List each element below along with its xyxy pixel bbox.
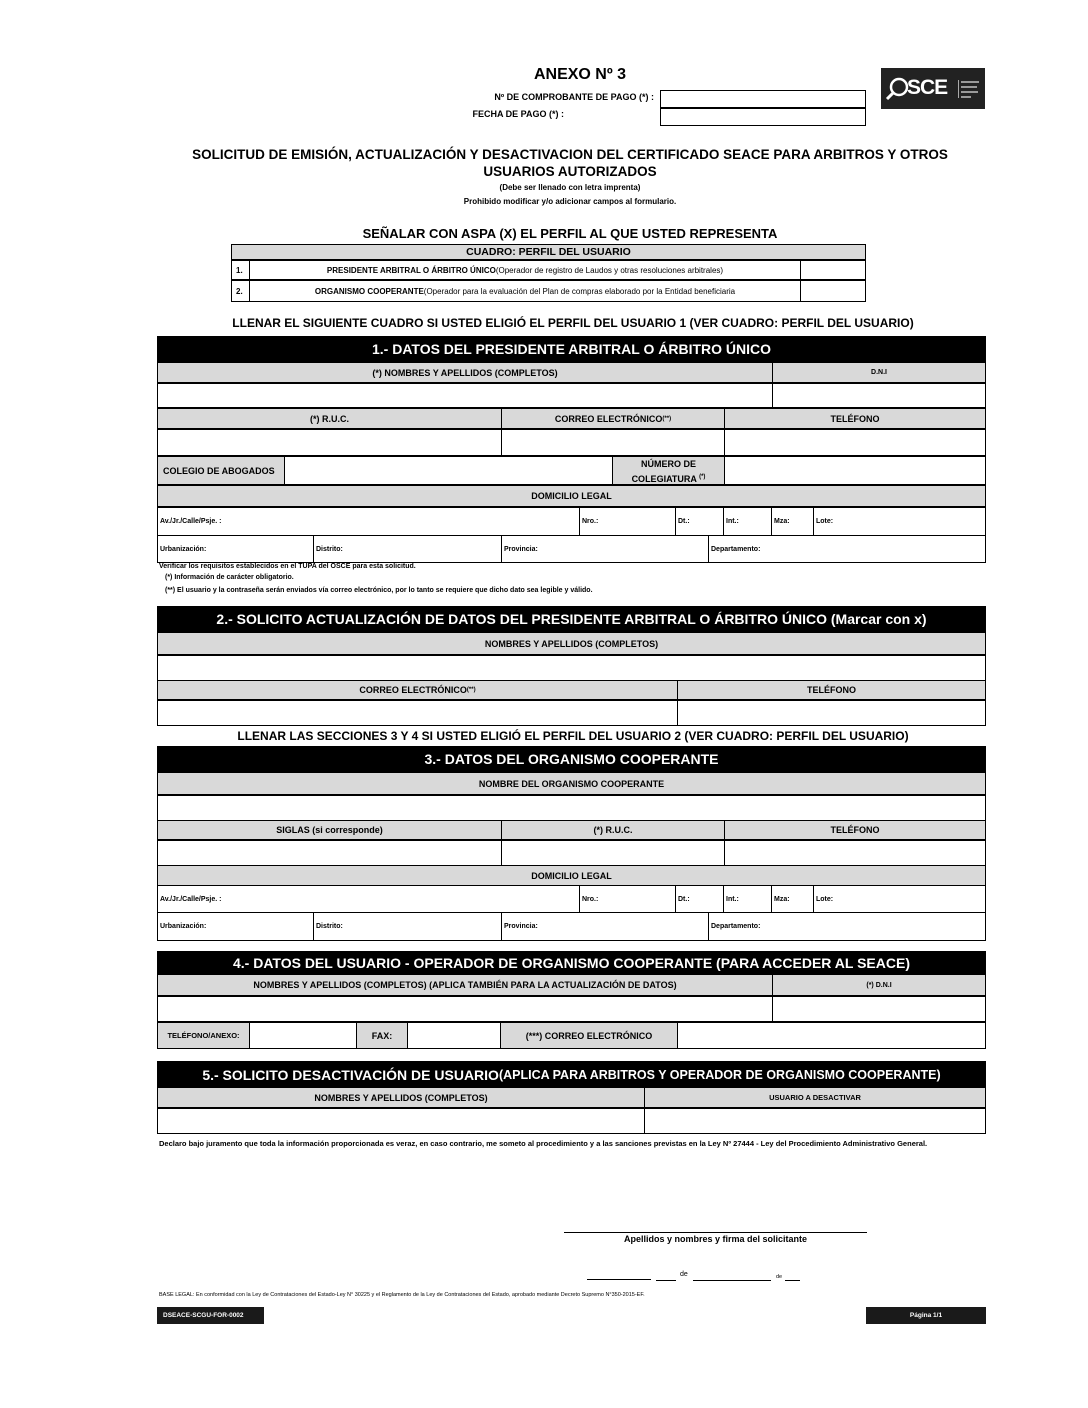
s3-int-field[interactable]: Int.: bbox=[723, 885, 772, 913]
s1-email-field[interactable] bbox=[501, 429, 725, 456]
s3-urb-field[interactable]: Urbanización: bbox=[157, 912, 314, 941]
no-modify-note: Prohibido modificar y/o adicionar campos al formulario. bbox=[463, 197, 677, 206]
s4-dni-label: (*) D.N.I bbox=[772, 974, 986, 996]
s3-name-field[interactable] bbox=[157, 795, 986, 821]
s1-names-field[interactable] bbox=[157, 383, 773, 408]
s1-int-field[interactable]: Int.: bbox=[723, 507, 772, 536]
profile-name-2: ORGANISMO COOPERANTE bbox=[314, 286, 424, 296]
s1-street-field[interactable]: Av./Jr./Calle/Psje. : bbox=[157, 507, 580, 536]
profile-num-1: 1. bbox=[231, 260, 250, 280]
s1-urb-field[interactable]: Urbanización: bbox=[157, 535, 314, 563]
profile-detail-2: (Operador para la evaluación del Plan de compras elaborado por la Entidad beneficiaria bbox=[423, 286, 736, 296]
s1-colegiatura-line2: COLEGIATURA bbox=[631, 474, 697, 484]
s5-title-main: 5.- SOLICITO DESACTIVACIÓN DE USUARIO bbox=[202, 1066, 499, 1083]
section2-title: 2.- SOLICITO ACTUALIZACIÓN DE DATOS DEL PRESIDENTE ARBITRAL O ÁRBITRO ÚNICO (Marcar con x) bbox=[157, 606, 986, 632]
request-heading-line1: SOLICITUD DE EMISIÓN, ACTUALIZACIÓN Y DESACTIVACION DEL CERTIFICADO SEACE PARA ARBITROS Y OTROS bbox=[192, 147, 948, 162]
s4-fax-label: FAX: bbox=[356, 1022, 408, 1049]
s2-email-sup: (**) bbox=[466, 687, 476, 693]
section3-title: 3.- DATOS DEL ORGANISMO COOPERANTE bbox=[157, 746, 986, 772]
date-year-line[interactable] bbox=[785, 1280, 800, 1281]
s2-names-field[interactable] bbox=[157, 655, 986, 681]
s5-user-field[interactable] bbox=[644, 1108, 986, 1134]
s5-names-field[interactable] bbox=[157, 1108, 645, 1134]
s3-ruc-label: (*) R.U.C. bbox=[501, 820, 725, 840]
profile-desc-1 bbox=[249, 260, 801, 280]
s5-names-label: NOMBRES Y APELLIDOS (COMPLETOS) bbox=[157, 1087, 645, 1108]
date-day-line[interactable] bbox=[656, 1280, 676, 1281]
s4-names-field[interactable] bbox=[157, 996, 773, 1022]
s1-provincia-field[interactable]: Provincia: bbox=[501, 535, 709, 563]
s1-email-sup: (**) bbox=[662, 415, 672, 422]
s1-nro-field[interactable]: Nro.: bbox=[579, 507, 676, 536]
s1-college-field[interactable] bbox=[284, 456, 613, 485]
s1-distrito-field[interactable]: Distrito: bbox=[313, 535, 502, 563]
profile-instruction: SEÑALAR CON ASPA (X) EL PERFIL AL QUE USTED REPRESENTA bbox=[362, 226, 778, 241]
s4-phone-field[interactable] bbox=[249, 1022, 357, 1049]
date-de-2: de bbox=[776, 1274, 783, 1280]
s3-provincia-field[interactable]: Provincia: bbox=[501, 912, 709, 941]
s4-phone-label: TELÉFONO/ANEXO: bbox=[157, 1022, 250, 1049]
profile-name-1: PRESIDENTE ARBITRAL O ÁRBITRO ÚNICO bbox=[326, 265, 496, 275]
s4-names-label: NOMBRES Y APELLIDOS (COMPLETOS) (APLICA TAMBIÉN PARA LA ACTUALIZACIÓN DE DATOS) bbox=[157, 974, 773, 996]
s1-colegiatura-line1: NÚMERO DE bbox=[640, 459, 696, 469]
s3-distrito-field[interactable]: Distrito: bbox=[313, 912, 502, 941]
s1-colegiatura-label bbox=[612, 456, 725, 485]
s1-email-label bbox=[501, 408, 725, 429]
s2-phone-label: TELÉFONO bbox=[677, 680, 986, 700]
profile-check-1[interactable] bbox=[800, 260, 866, 280]
s1-departamento-field[interactable]: Departamento: bbox=[708, 535, 986, 563]
page-number-badge: Página 1/1 bbox=[866, 1307, 986, 1324]
s3-street-field[interactable]: Av./Jr./Calle/Psje. : bbox=[157, 885, 580, 913]
form-title: ANEXO Nº 3 bbox=[533, 66, 627, 83]
s2-email-label bbox=[157, 680, 678, 700]
s1-colegiatura-field[interactable] bbox=[724, 456, 986, 485]
s3-departamento-field[interactable]: Departamento: bbox=[708, 912, 986, 941]
s3-phone-field[interactable] bbox=[724, 840, 986, 866]
s3-name-label: NOMBRE DEL ORGANISMO COOPERANTE bbox=[157, 772, 986, 795]
date-de-1: de bbox=[680, 1271, 688, 1278]
s4-email-field[interactable] bbox=[677, 1022, 986, 1049]
s1-ruc-label: (*) R.U.C. bbox=[157, 408, 502, 429]
s1-email-text: CORREO ELECTRÓNICO bbox=[554, 413, 663, 424]
fill-section3-instruction: LLENAR LAS SECCIONES 3 Y 4 SI USTED ELIGIÓ EL PERFIL DEL USUARIO 2 (VER CUADRO: PERFIL DEL USUARIO) bbox=[237, 729, 909, 743]
s3-nro-field[interactable]: Nro.: bbox=[579, 885, 676, 913]
s1-colegiatura-sup: (*) bbox=[699, 474, 706, 480]
profile-table-title: CUADRO: PERFIL DEL USUARIO bbox=[231, 244, 866, 260]
s3-domicilio-label: DOMICILIO LEGAL bbox=[157, 865, 986, 886]
s1-names-label: (*) NOMBRES Y APELLIDOS (COMPLETOS) bbox=[157, 362, 773, 383]
section4-title: 4.- DATOS DEL USUARIO - OPERADOR DE ORGANISMO COOPERANTE (PARA ACCEDER AL SEACE) bbox=[157, 951, 986, 975]
signature-label: Apellidos y nombres y firma del solicitante bbox=[623, 1234, 808, 1244]
s1-phone-label: TELÉFONO bbox=[724, 408, 986, 429]
s4-email-label: (***) CORREO ELECTRÓNICO bbox=[500, 1022, 678, 1049]
base-legal: BASE LEGAL: En conformidad con la Ley de Contrataciones del Estado-Ley N° 30225 y el Reglamento de la Ley de Contrataciones del Estado, aprobado mediante Decreto Supremo N°350-2015-EF. bbox=[159, 1292, 645, 1298]
osce-logo bbox=[881, 68, 985, 109]
s3-lote-field[interactable]: Lote: bbox=[813, 885, 986, 913]
note-email: (**) El usuario y la contraseña serán enviados vía correo electrónico, por lo tanto se requiere que dicho dato sea legible y válido. bbox=[165, 587, 593, 594]
request-heading-line2: USUARIOS AUTORIZADOS bbox=[483, 164, 657, 179]
s1-college-label: COLEGIO DE ABOGADOS bbox=[157, 456, 285, 485]
profile-detail-1: (Operador de registro de Laudos y otras resoluciones arbitrales) bbox=[495, 265, 724, 275]
s3-ruc-field[interactable] bbox=[501, 840, 725, 866]
fill-section1-instruction: LLENAR EL SIGUIENTE CUADRO SI USTED ELIGIÓ EL PERFIL DEL USUARIO 1 (VER CUADRO: PERFIL DEL USUARIO) bbox=[232, 316, 914, 330]
s2-names-label: NOMBRES Y APELLIDOS (COMPLETOS) bbox=[157, 632, 986, 655]
section1-title: 1.- DATOS DEL PRESIDENTE ARBITRAL O ÁRBITRO ÚNICO bbox=[157, 336, 986, 362]
s1-domicilio-label: DOMICILIO LEGAL bbox=[157, 485, 986, 507]
signature-line[interactable] bbox=[564, 1232, 867, 1233]
s1-dpt-field[interactable]: Dt.: bbox=[675, 507, 724, 536]
logo-text: SCE bbox=[907, 76, 948, 99]
s2-email-field[interactable] bbox=[157, 700, 678, 726]
note-required: (*) Información de carácter obligatorio. bbox=[165, 574, 294, 581]
s1-lote-field[interactable]: Lote: bbox=[813, 507, 986, 536]
s3-siglas-field[interactable] bbox=[157, 840, 502, 866]
s1-mza-field[interactable]: Mza: bbox=[771, 507, 814, 536]
print-note: (Debe ser llenado con letra imprenta) bbox=[499, 183, 641, 192]
s2-phone-field[interactable] bbox=[677, 700, 986, 726]
date-place-line[interactable] bbox=[587, 1279, 651, 1280]
s2-email-text: CORREO ELECTRÓNICO bbox=[359, 685, 467, 695]
form-code-badge: DSEACE-SCGU-FOR-0002 bbox=[157, 1307, 264, 1324]
profile-check-2[interactable] bbox=[800, 280, 866, 302]
note-tupa: Verificar los requisitos establecidos en el TUPA del OSCE para esta solicitud. bbox=[159, 563, 416, 570]
s3-mza-field[interactable]: Mza: bbox=[771, 885, 814, 913]
date-month-line[interactable] bbox=[693, 1280, 771, 1281]
s1-ruc-field[interactable] bbox=[157, 429, 502, 456]
s3-phone-label: TELÉFONO bbox=[724, 820, 986, 840]
s1-dni-field[interactable] bbox=[772, 383, 986, 408]
s1-dni-label: D.N.I bbox=[772, 362, 986, 383]
payment-date-field[interactable] bbox=[660, 108, 866, 126]
s3-siglas-label: SIGLAS (si corresponde) bbox=[157, 820, 502, 840]
s1-phone-field[interactable] bbox=[724, 429, 986, 456]
s4-dni-field[interactable] bbox=[772, 996, 986, 1022]
profile-num-2: 2. bbox=[231, 280, 250, 302]
s5-user-label: USUARIO A DESACTIVAR bbox=[644, 1087, 986, 1108]
sworn-declaration: Declaro bajo juramento que toda la información proporcionada es veraz, en caso contrario, me someto al procedimiento y a las sanciones previstas en la Ley Nº 27444 - Ley del Procedimiento Administrativo General. bbox=[159, 1139, 928, 1148]
payment-number-field[interactable] bbox=[660, 90, 866, 108]
profile-desc-2 bbox=[249, 280, 801, 302]
s3-dpt-field[interactable]: Dt.: bbox=[675, 885, 724, 913]
section5-title bbox=[157, 1061, 986, 1088]
payment-date-label: FECHA DE PAGO (*) : bbox=[472, 109, 564, 119]
payment-number-label: Nº DE COMPROBANTE DE PAGO (*) : bbox=[494, 92, 654, 102]
s4-fax-field[interactable] bbox=[407, 1022, 501, 1049]
s5-title-note: (APLICA PARA ARBITROS Y OPERADOR DE ORGANISMO COOPERANTE) bbox=[498, 1067, 941, 1082]
